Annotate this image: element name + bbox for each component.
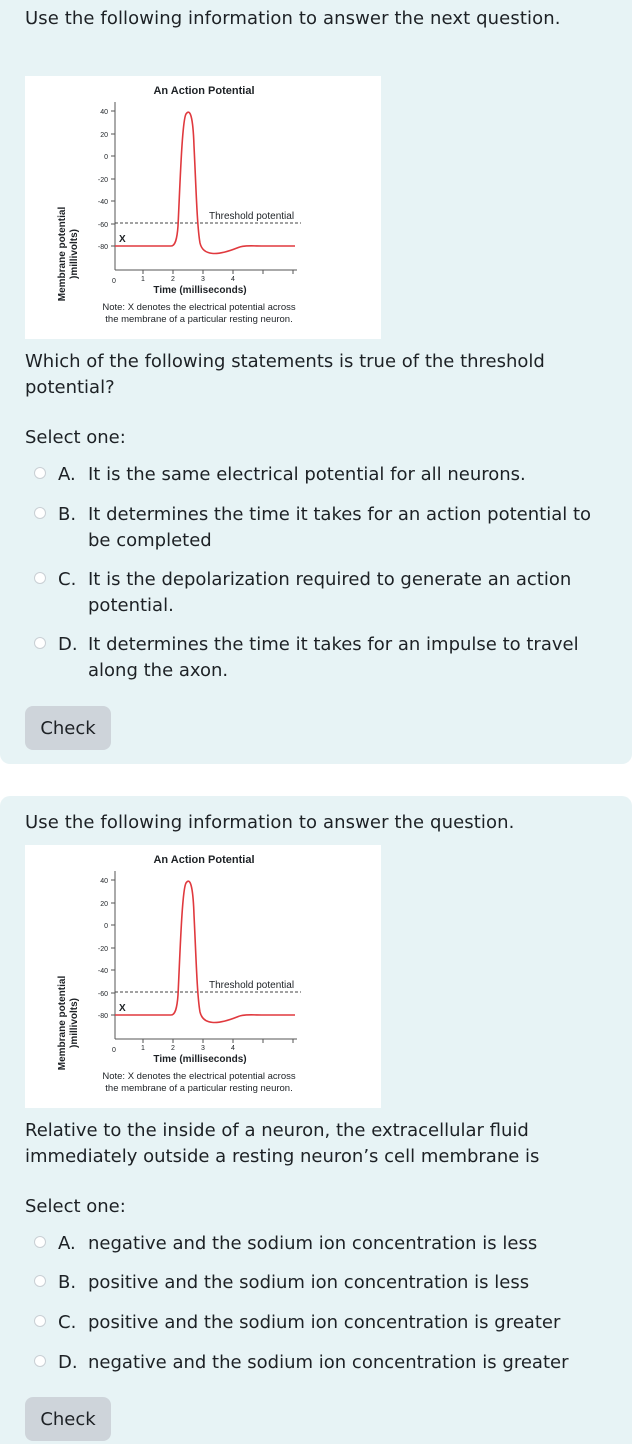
option-text: negative and the sodium ion concentration is less bbox=[88, 1233, 538, 1254]
x-tick-label: 4 bbox=[231, 276, 235, 283]
option-text: positive and the sodium ion concentration is less bbox=[88, 1272, 530, 1293]
x-tick-label: 1 bbox=[141, 276, 145, 283]
y-tick-label: -40 bbox=[97, 968, 108, 975]
option-text: positive and the sodium ion concentration is greater bbox=[88, 1312, 561, 1333]
option-text: It is the depolarization required to generate an action potential. bbox=[88, 569, 572, 616]
option-text: negative and the sodium ion concentration is greater bbox=[88, 1352, 569, 1373]
y-axis-label-units: )millivolts) bbox=[69, 228, 80, 280]
option-letter: C. bbox=[58, 1312, 77, 1333]
resting-marker: X bbox=[119, 234, 126, 245]
x-ticks bbox=[112, 270, 293, 285]
y-tick-label: 0 bbox=[104, 923, 108, 930]
question-text: Which of the following statements is true of the threshold potential? bbox=[25, 351, 545, 398]
y-axis-label: Membrane potential bbox=[57, 206, 68, 302]
question-card-2 bbox=[0, 796, 632, 1444]
option-text: It determines the time it takes for an impulse to travel along the axon. bbox=[88, 634, 579, 681]
y-tick-label: -60 bbox=[97, 222, 108, 229]
x-tick-label: 0 bbox=[112, 278, 116, 285]
figure-note: Note: X denotes the electrical potential across bbox=[102, 1071, 296, 1082]
x-tick-label: 1 bbox=[141, 1045, 145, 1052]
radio-button[interactable] bbox=[34, 1315, 46, 1327]
y-axis-label-units: )millivolts) bbox=[69, 997, 80, 1049]
x-tick-label: 2 bbox=[171, 276, 175, 283]
radio-button[interactable] bbox=[34, 572, 46, 584]
radio-button[interactable] bbox=[34, 637, 46, 649]
action-potential-figure bbox=[25, 845, 381, 1108]
x-axis-label: Time (milliseconds) bbox=[153, 285, 247, 296]
select-one-label: Select one: bbox=[25, 1196, 126, 1217]
action-potential-figure bbox=[25, 76, 381, 339]
option-letter: A. bbox=[58, 1233, 76, 1254]
y-tick-label: -20 bbox=[97, 946, 108, 953]
select-one-label: Select one: bbox=[25, 427, 126, 448]
y-tick-label: -80 bbox=[97, 244, 108, 251]
threshold-label: Threshold potential bbox=[209, 211, 295, 222]
figure-note: the membrane of a particular resting neuron. bbox=[105, 314, 293, 325]
y-ticks bbox=[98, 878, 115, 1020]
x-axis-label: Time (milliseconds) bbox=[153, 1054, 247, 1065]
radio-button[interactable] bbox=[34, 1275, 46, 1287]
figure-title: An Action Potential bbox=[153, 85, 255, 97]
y-tick-label: -80 bbox=[97, 1013, 108, 1020]
y-tick-label: 40 bbox=[100, 878, 108, 885]
radio-button[interactable] bbox=[34, 507, 46, 519]
figure-note: the membrane of a particular resting neuron. bbox=[105, 1083, 293, 1094]
question-intro: Use the following information to answer the question. bbox=[25, 812, 515, 833]
check-button[interactable]: Check bbox=[25, 1397, 111, 1441]
action-potential-curve bbox=[115, 112, 295, 253]
y-tick-label: 20 bbox=[100, 132, 108, 139]
x-tick-label: 2 bbox=[171, 1045, 175, 1052]
option-letter: A. bbox=[58, 464, 76, 485]
action-potential-curve bbox=[115, 881, 295, 1022]
y-ticks bbox=[98, 109, 115, 251]
radio-button[interactable] bbox=[34, 467, 46, 479]
threshold-label: Threshold potential bbox=[209, 980, 295, 991]
x-tick-label: 0 bbox=[112, 1047, 116, 1054]
check-button[interactable]: Check bbox=[25, 706, 111, 750]
y-tick-label: -60 bbox=[97, 991, 108, 998]
option-letter: C. bbox=[58, 569, 77, 590]
question-intro: Use the following information to answer the next question. bbox=[25, 8, 561, 29]
x-tick-label: 3 bbox=[201, 276, 205, 283]
figure-note: Note: X denotes the electrical potential across bbox=[102, 302, 296, 313]
question-text: Relative to the inside of a neuron, the extracellular fluid immediately outside a resting neuron’s cell membrane is bbox=[25, 1120, 540, 1167]
x-ticks bbox=[112, 1039, 293, 1054]
option-text: It is the same electrical potential for all neurons. bbox=[88, 464, 526, 485]
y-tick-label: -40 bbox=[97, 199, 108, 206]
option-letter: B. bbox=[58, 504, 77, 525]
option-text: It determines the time it takes for an action potential to be completed bbox=[88, 504, 592, 551]
option-letter: B. bbox=[58, 1272, 77, 1293]
y-tick-label: 0 bbox=[104, 154, 108, 161]
resting-marker: X bbox=[119, 1003, 126, 1014]
y-tick-label: -20 bbox=[97, 177, 108, 184]
radio-button[interactable] bbox=[34, 1355, 46, 1367]
radio-button[interactable] bbox=[34, 1236, 46, 1248]
option-letter: D. bbox=[58, 634, 78, 655]
y-axis-label: Membrane potential bbox=[57, 975, 68, 1071]
x-tick-label: 3 bbox=[201, 1045, 205, 1052]
x-tick-label: 4 bbox=[231, 1045, 235, 1052]
option-letter: D. bbox=[58, 1352, 78, 1373]
y-tick-label: 20 bbox=[100, 901, 108, 908]
y-tick-label: 40 bbox=[100, 109, 108, 116]
figure-title: An Action Potential bbox=[153, 854, 255, 866]
